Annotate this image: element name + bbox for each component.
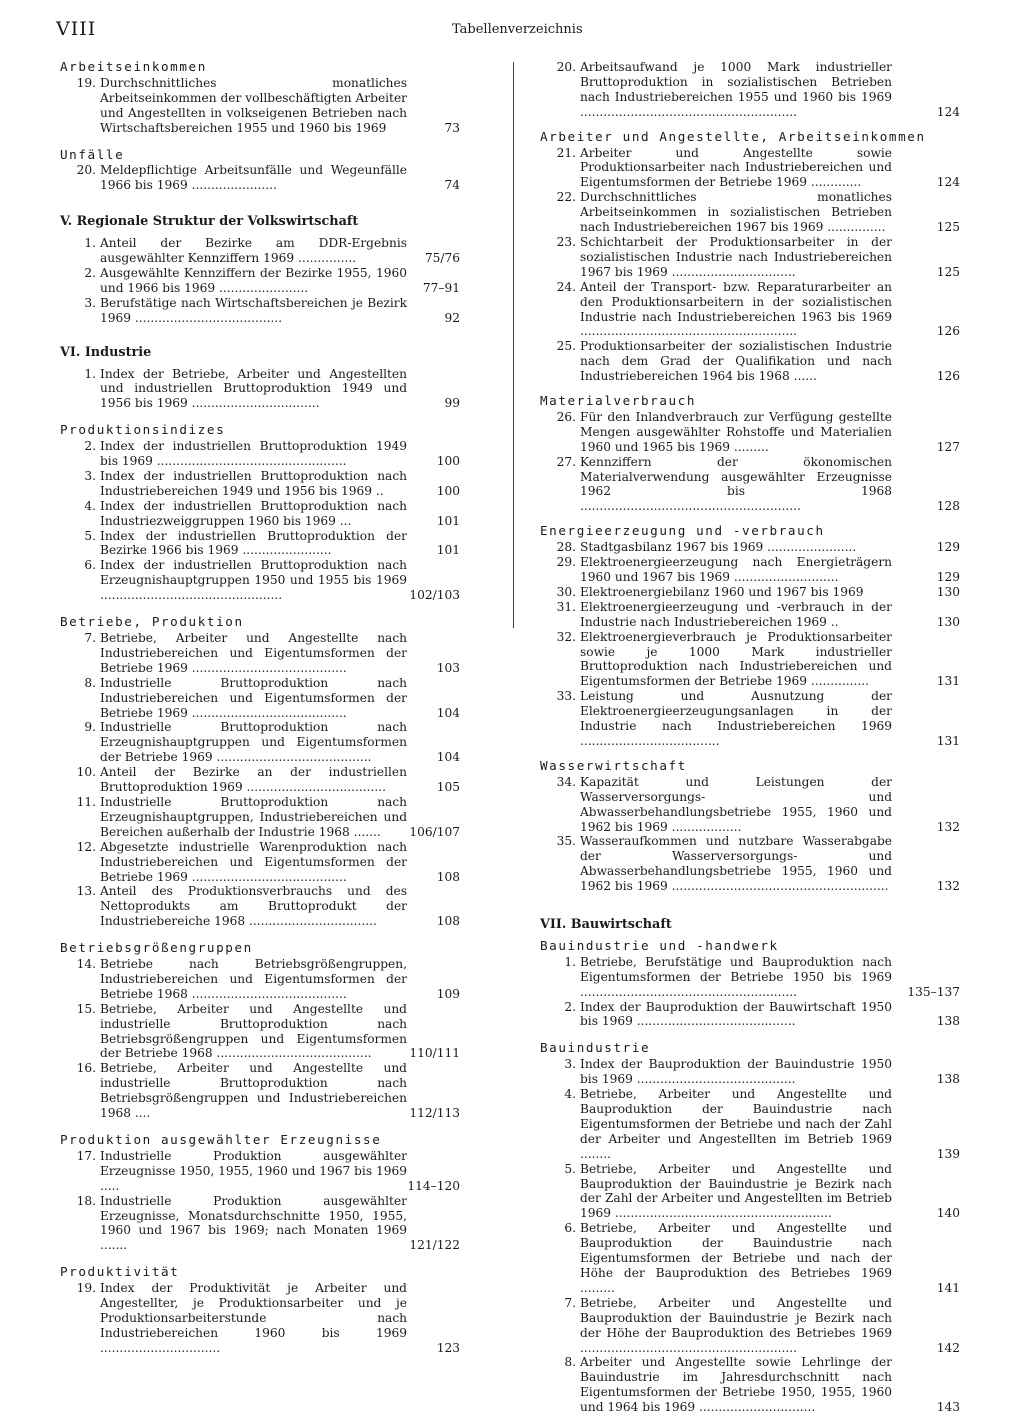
entry-page: 130 xyxy=(936,614,960,629)
entry-number: 12. xyxy=(76,839,96,854)
entry-page: 140 xyxy=(936,1206,960,1221)
entry-page: 124 xyxy=(936,104,960,119)
toc-entry xyxy=(540,540,960,555)
toc-entry xyxy=(540,955,960,1000)
entry-title: Index der Bauproduktion der Bauwirtschaft 1950 bis 1969 ......................................... xyxy=(580,999,892,1029)
entry-number: 11. xyxy=(76,794,96,809)
entry-number: 4. xyxy=(84,498,96,513)
entry-number: 1. xyxy=(84,366,96,381)
entry-title: Anteil der Bezirke an der industriellen Bruttoproduktion 1969 .................................... xyxy=(100,765,407,795)
toc-entry xyxy=(540,410,960,455)
entry-title: Industrielle Bruttoproduktion nach Industriebereichen und Eigentumsformen der Betriebe 1969 ........................................ xyxy=(100,675,407,720)
toc-entry xyxy=(540,1221,960,1296)
entry-title: Anteil der Transport- bzw. Reparaturarbeiter an den Produktionsarbeitern in der sozialistischen Industrie nach Industriebereichen 1963 bis 1969 ........................................................ xyxy=(580,279,892,339)
entry-title: Arbeitsaufwand je 1000 Mark industrieller Bruttoproduktion in sozialistischen Betrieben nach Industriebereichen 1955 und 1960 bis 1969 ........................................................ xyxy=(580,60,892,119)
entry-number: 2. xyxy=(84,439,96,454)
entry-number: 28. xyxy=(556,540,576,555)
toc-entry xyxy=(60,1194,460,1254)
chapter-heading: VI. Industrie xyxy=(60,344,152,360)
entry-title: Betriebe, Arbeiter und Angestellte und Bauproduktion der Bauindustrie je Bezirk nach der Zahl der Arbeiter und Angestellten im Betrieb 1969 ........................................................ xyxy=(580,1161,892,1221)
entry-page: 125 xyxy=(936,220,960,235)
entry-page: 74 xyxy=(444,178,460,193)
entry-number: 29. xyxy=(556,555,576,570)
toc-entry xyxy=(540,1162,960,1222)
entry-number: 20. xyxy=(76,163,96,178)
toc-entry xyxy=(540,190,960,235)
entry-number: 24. xyxy=(556,279,576,294)
column-divider xyxy=(513,62,514,628)
entry-title: Index der industriellen Bruttoproduktion der Bezirke 1966 bis 1969 ....................... xyxy=(100,528,407,558)
entry-title: Elektroenergiebilanz 1960 und 1967 bis 1969 xyxy=(580,584,864,599)
toc-entry xyxy=(540,834,960,894)
toc-entry xyxy=(540,60,960,120)
toc-entry xyxy=(540,630,960,690)
entry-number: 14. xyxy=(76,957,96,972)
toc-entry xyxy=(540,339,960,384)
toc-entry xyxy=(60,296,460,326)
toc-entry xyxy=(60,367,460,412)
entry-page: 123 xyxy=(436,1340,460,1355)
section-heading: Bauindustrie und -handwerk xyxy=(540,937,779,953)
entry-title: Index der industriellen Bruttoproduktion nach Industriebereichen 1949 und 1956 bis 1969 .. xyxy=(100,468,407,498)
entry-page: 126 xyxy=(936,369,960,384)
toc-entry xyxy=(540,1000,960,1030)
section-heading: Unfälle xyxy=(60,146,125,162)
section-heading: Energieerzeugung und -verbrauch xyxy=(540,523,825,539)
entry-page: 142 xyxy=(936,1340,960,1355)
entry-title: Industrielle Bruttoproduktion nach Erzeugnishauptgruppen und Eigentumsformen der Betriebe 1969 ........................................ xyxy=(100,720,407,765)
entry-page: 101 xyxy=(436,513,460,528)
entry-page: 138 xyxy=(936,1072,960,1087)
entry-number: 23. xyxy=(556,234,576,249)
entry-number: 10. xyxy=(76,765,96,780)
entry-number: 16. xyxy=(76,1061,96,1076)
entry-page: 114–120 xyxy=(407,1178,460,1193)
toc-entry xyxy=(60,720,460,765)
entry-page: 75/76 xyxy=(424,251,460,266)
toc-entry xyxy=(540,146,960,191)
toc-entry xyxy=(540,1355,960,1415)
toc-entry xyxy=(60,1002,460,1062)
section-heading: Betriebe, Produktion xyxy=(60,614,244,630)
toc-entry xyxy=(60,76,460,136)
entry-title: Anteil des Produktionsverbrauchs und des Nettoprodukts am Bruttoprodukt der Industriebereiche 1968 ................................. xyxy=(100,884,407,929)
entry-number: 9. xyxy=(84,720,96,735)
entry-page: 104 xyxy=(436,705,460,720)
section-heading: Produktion ausgewählter Erzeugnisse xyxy=(60,1132,382,1147)
entry-number: 26. xyxy=(556,409,576,424)
entry-page: 131 xyxy=(936,733,960,748)
section-heading: Produktionsindizes xyxy=(60,422,226,438)
entry-title: Wasseraufkommen und nutzbare Wasserabgabe der Wasserversorgungs- und Abwasserbehandlungsbetriebe 1955, 1960 und 1962 bis 1969 ........................................................ xyxy=(580,834,892,894)
entry-title: Für den Inlandverbrauch zur Verfügung gestellte Mengen ausgewählter Rohstoffe und Materialien 1960 und 1965 bis 1969 ......... xyxy=(580,409,892,454)
entry-title: Industrielle Produktion ausgewählter Erzeugnisse, Monatsdurchschnitte 1950, 1955, 1960 und 1967 bis 1969; nach Monaten 1969 ....... xyxy=(100,1193,407,1253)
page-title: Tabellenverzeichnis xyxy=(452,22,583,37)
entry-page: 121/122 xyxy=(409,1238,460,1253)
entry-page: 131 xyxy=(936,674,960,689)
toc-entry xyxy=(540,1057,960,1087)
toc-entry xyxy=(60,631,460,676)
entry-page: 128 xyxy=(936,499,960,514)
toc-entry xyxy=(60,840,460,885)
entry-number: 34. xyxy=(556,774,576,789)
toc-entry xyxy=(60,676,460,721)
entry-number: 21. xyxy=(556,145,576,160)
left-column xyxy=(60,60,460,1356)
toc-entry xyxy=(540,775,960,835)
entry-title: Abgesetzte industrielle Warenproduktion nach Industriebereichen und Eigentumsformen der Betriebe 1969 ........................................ xyxy=(100,839,407,884)
page-number: VIII xyxy=(56,18,97,40)
entry-title: Ausgewählte Kennziffern der Bezirke 1955, 1960 und 1966 bis 1969 ....................... xyxy=(100,265,407,295)
entry-page: 109 xyxy=(436,986,460,1001)
entry-title: Index der industriellen Bruttoproduktion nach Industriezweiggruppen 1960 bis 1969 ... xyxy=(100,498,407,528)
entry-title: Kapazität und Leistungen der Wasserversorgungs- und Abwasserbehandlungsbetriebe 1955, 1960 und 1962 bis 1969 .................. xyxy=(580,774,892,834)
entry-number: 15. xyxy=(76,1001,96,1016)
toc-entry xyxy=(540,600,960,630)
toc-entry xyxy=(60,1281,460,1356)
toc-entry xyxy=(540,555,960,585)
entry-page: 101 xyxy=(436,543,460,558)
toc-entry xyxy=(60,266,460,296)
entry-title: Elektroenergieverbrauch je Produktionsarbeiter sowie je 1000 Mark industrieller Bruttoproduktion nach Industriebereichen und Eigentumsformen der Betriebe 1969 ............... xyxy=(580,629,892,689)
entry-page: 129 xyxy=(936,540,960,555)
entry-number: 18. xyxy=(76,1193,96,1208)
entry-title: Industrielle Produktion ausgewählter Erzeugnisse 1950, 1955, 1960 und 1967 bis 1969 ..... xyxy=(100,1148,407,1193)
entry-title: Betriebe, Arbeiter und Angestellte und Bauproduktion der Bauindustrie nach Eigentumsformen der Betriebe und nach der Höhe der Bauproduktion des Betriebes 1969 ......... xyxy=(580,1221,892,1295)
toc-entry xyxy=(540,455,960,515)
entry-number: 8. xyxy=(564,1355,576,1370)
entry-title: Berufstätige nach Wirtschaftsbereichen je Bezirk 1969 ...................................... xyxy=(100,295,407,325)
entry-title: Schichtarbeit der Produktionsarbeiter in der sozialistischen Industrie nach Industriebereichen 1967 bis 1969 ................................ xyxy=(580,234,892,279)
entry-number: 2. xyxy=(564,999,576,1014)
entry-number: 6. xyxy=(84,558,96,573)
section-heading: Produktivität xyxy=(60,1264,180,1280)
section-heading: Materialverbrauch xyxy=(540,393,697,409)
entry-title: Betriebe, Arbeiter und Angestellte nach Industriebereichen und Eigentumsformen der Betriebe 1969 ........................................ xyxy=(100,631,407,675)
entry-page: 77–91 xyxy=(422,280,460,295)
entry-title: Arbeiter und Angestellte sowie Produktionsarbeiter nach Industriebereichen und Eigentumsformen der Betriebe 1969 ............. xyxy=(580,145,892,190)
toc-entry xyxy=(60,957,460,1002)
toc-entry xyxy=(60,163,460,193)
entry-page: 99 xyxy=(444,396,460,411)
entry-number: 4. xyxy=(564,1087,576,1102)
toc-entry xyxy=(60,1061,460,1121)
toc-entry xyxy=(60,499,460,529)
toc-entry xyxy=(540,1087,960,1162)
entry-page: 103 xyxy=(436,660,460,675)
toc-entry xyxy=(60,795,460,840)
entry-page: 106/107 xyxy=(409,824,460,839)
toc-entry xyxy=(540,585,960,600)
entry-number: 13. xyxy=(76,884,96,899)
entry-title: Leistung und Ausnutzung der Elektroenergieerzeugungsanlagen in der Industrie nach Industriebereichen 1969 .................................... xyxy=(580,689,892,748)
toc-entry xyxy=(60,439,460,469)
entry-number: 22. xyxy=(556,190,576,205)
entry-page: 127 xyxy=(936,439,960,454)
entry-title: Arbeiter und Angestellte sowie Lehrlinge der Bauindustrie im Jahresdurchschnitt nach Eigentumsformen der Betriebe 1950, 1955, 1960 und 1964 bis 1969 .............................. xyxy=(580,1355,892,1415)
entry-page: 135–137 xyxy=(907,984,960,999)
entry-number: 31. xyxy=(556,599,576,614)
entry-title: Stadtgasbilanz 1967 bis 1969 ....................... xyxy=(580,540,857,555)
entry-number: 3. xyxy=(84,468,96,483)
toc-entry xyxy=(540,235,960,280)
toc-entry xyxy=(60,236,460,266)
entry-number: 3. xyxy=(564,1057,576,1072)
entry-title: Index der industriellen Bruttoproduktion 1949 bis 1969 ................................................. xyxy=(100,439,407,469)
entry-title: Meldepflichtige Arbeitsunfälle und Wegeunfälle 1966 bis 1969 ...................... xyxy=(100,163,407,193)
entry-page: 129 xyxy=(936,570,960,584)
entry-page: 102/103 xyxy=(409,588,460,603)
entry-title: Index der Produktivität je Arbeiter und Angestellter, je Produktionsarbeiter und je Produktionsarbeiterstunde nach Industriebereichen 1960 bis 1969 ............................... xyxy=(100,1281,407,1355)
entry-title: Betriebe, Arbeiter und Angestellte und industrielle Bruttoproduktion nach Betriebsgrößengruppen und Eigentumsformen der Betriebe 1968 ........................................ xyxy=(100,1001,407,1061)
entry-title: Elektroenergieerzeugung und -verbrauch in der Industrie nach Industriebereichen 1969 .. xyxy=(580,599,892,629)
entry-number: 6. xyxy=(564,1221,576,1236)
entry-number: 1. xyxy=(564,954,576,969)
entry-page: 108 xyxy=(436,914,460,929)
entry-number: 25. xyxy=(556,339,576,354)
entry-page: 105 xyxy=(436,780,460,795)
toc-entry xyxy=(60,529,460,559)
entry-number: 27. xyxy=(556,454,576,469)
entry-number: 32. xyxy=(556,629,576,644)
entry-title: Betriebe, Berufstätige und Bauproduktion nach Eigentumsformen der Betriebe 1950 bis 1969 ........................................................ xyxy=(580,954,892,999)
entry-page: 143 xyxy=(936,1400,960,1415)
toc-entry xyxy=(60,1149,460,1194)
entry-number: 33. xyxy=(556,689,576,704)
entry-number: 5. xyxy=(84,528,96,543)
entry-number: 19. xyxy=(76,75,96,90)
entry-page: 141 xyxy=(936,1280,960,1295)
entry-number: 2. xyxy=(84,265,96,280)
entry-title: Betriebe, Arbeiter und Angestellte und Bauproduktion der Bauindustrie nach Eigentumsformen der Betriebe und nach der Zahl der Arbeiter und Angestellten im Betrieb 1969 ........ xyxy=(580,1087,892,1161)
entry-number: 19. xyxy=(76,1281,96,1296)
entry-title: Index der industriellen Bruttoproduktion nach Erzeugnishauptgruppen 1950 und 1955 bis 1969 ............................................... xyxy=(100,558,407,603)
entry-title: Durchschnittliches monatliches Arbeitseinkommen der vollbeschäftigten Arbeiter und Angestellten in volkseigenen Betrieben nach Wirtschaftsbereichen 1955 und 1960 bis 1969 xyxy=(100,75,407,135)
toc-entry xyxy=(60,884,460,929)
entry-title: Betriebe nach Betriebsgrößengruppen, Industriebereichen und Eigentumsformen der Betriebe 1968 ........................................ xyxy=(100,957,407,1001)
entry-page: 92 xyxy=(444,310,460,325)
entry-page: 112/113 xyxy=(409,1106,460,1121)
section-heading: Wasserwirtschaft xyxy=(540,757,687,773)
toc-entry xyxy=(540,280,960,340)
entry-page: 138 xyxy=(936,1014,960,1029)
entry-title: Betriebe, Arbeiter und Angestellte und Bauproduktion der Bauindustrie je Bezirk nach der Höhe der Bauproduktion des Betriebes 1969 ........................................................ xyxy=(580,1295,892,1355)
toc-entry xyxy=(60,765,460,795)
entry-page: 132 xyxy=(936,879,960,894)
entry-page: 125 xyxy=(936,264,960,279)
entry-page: 73 xyxy=(444,120,460,135)
entry-title: Elektroenergieerzeugung nach Energieträgern 1960 und 1967 bis 1969 ........................... xyxy=(580,555,892,584)
entry-page: 124 xyxy=(936,175,960,190)
entry-number: 7. xyxy=(84,631,96,645)
entry-title: Produktionsarbeiter der sozialistischen Industrie nach dem Grad der Qualifikation und nach Industriebereichen 1964 bis 1968 ...... xyxy=(580,339,892,384)
section-heading: Bauindustrie xyxy=(540,1040,651,1056)
entry-number: 7. xyxy=(564,1295,576,1310)
entry-number: 35. xyxy=(556,834,576,849)
toc-entry xyxy=(60,469,460,499)
section-heading: Arbeiter und Angestellte, Arbeitseinkommen xyxy=(540,128,926,144)
section-heading: Betriebsgrößengruppen xyxy=(60,940,253,956)
entry-number: 8. xyxy=(84,675,96,690)
entry-number: 5. xyxy=(564,1161,576,1176)
entry-title: Industrielle Bruttoproduktion nach Erzeugnishauptgruppen, Industriebereichen und Bereichen außerhalb der Industrie 1968 ....... xyxy=(100,794,407,839)
entry-title: Kennziffern der ökonomischen Materialverwendung ausgewählter Erzeugnisse 1962 bis 1968 ......................................................... xyxy=(580,454,892,514)
entry-number: 3. xyxy=(84,295,96,310)
entry-page: 100 xyxy=(436,483,460,498)
entry-title: Durchschnittliches monatliches Arbeitseinkommen in sozialistischen Betrieben nach Industriebereichen 1967 bis 1969 ............... xyxy=(580,190,892,235)
entry-page: 108 xyxy=(436,869,460,884)
toc-entry xyxy=(540,689,960,749)
chapter-heading: VII. Bauwirtschaft xyxy=(540,917,672,933)
entry-number: 17. xyxy=(76,1148,96,1163)
entry-title: Index der Betriebe, Arbeiter und Angestellten und industriellen Bruttoproduktion 1949 und 1956 bis 1969 ................................. xyxy=(100,366,407,411)
entry-page: 110/111 xyxy=(409,1046,460,1061)
toc-entry xyxy=(540,1296,960,1356)
entry-page: 126 xyxy=(936,324,960,339)
entry-number: 1. xyxy=(84,236,96,251)
entry-page: 100 xyxy=(436,454,460,469)
entry-page: 104 xyxy=(436,750,460,765)
entry-title: Betriebe, Arbeiter und Angestellte und industrielle Bruttoproduktion nach Betriebsgrößengruppen und Industriebereichen 1968 .... xyxy=(100,1061,407,1121)
entry-number: 30. xyxy=(556,584,576,599)
right-column xyxy=(540,60,960,1415)
entry-title: Anteil der Bezirke am DDR-Ergebnis ausgewählter Kennziffern 1969 ............... xyxy=(100,236,407,266)
entry-page: 139 xyxy=(936,1146,960,1161)
entry-number: 20. xyxy=(556,60,576,74)
entry-page: 132 xyxy=(936,819,960,834)
section-heading: Arbeitseinkommen xyxy=(60,59,207,74)
entry-page: 130 xyxy=(936,584,960,599)
chapter-heading: V. Regionale Struktur der Volkswirtschaft xyxy=(60,214,359,230)
entry-title: Index der Bauproduktion der Bauindustrie 1950 bis 1969 ......................................... xyxy=(580,1057,892,1087)
toc-entry xyxy=(60,558,460,603)
